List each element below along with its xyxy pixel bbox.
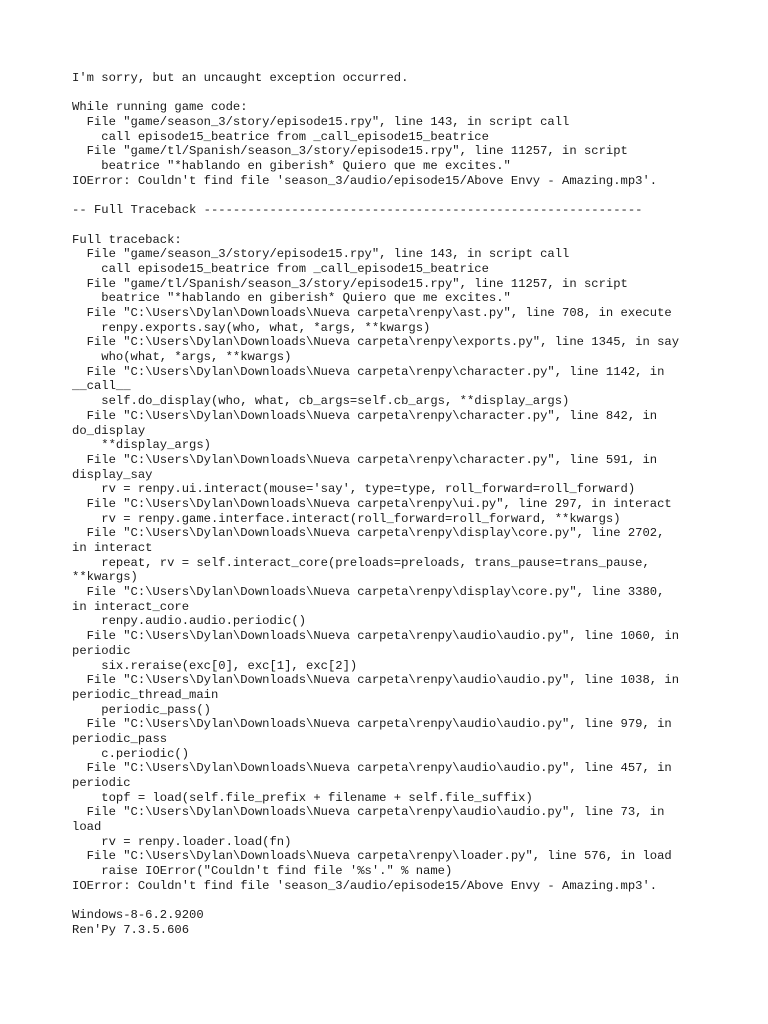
text-line: call episode15_beatrice from _call_episode15_beatrice: [72, 261, 489, 276]
text-line: rv = renpy.loader.load(fn): [72, 834, 292, 849]
text-line: File "game/season_3/story/episode15.rpy", line 143, in script call: [72, 247, 570, 262]
text-line: renpy.exports.say(who, what, *args, **kwargs): [72, 320, 431, 335]
text-line: Full traceback:: [72, 232, 182, 247]
text-line: topf = load(self.file_prefix + filename + self.file_suffix): [72, 790, 533, 805]
text-line: File "C:\Users\Dylan\Downloads\Nueva carpeta\renpy\display\core.py", line 3380,: [72, 585, 665, 600]
text-line: [72, 86, 762, 101]
text-line: beatrice "*hablando en giberish* Quiero que me excites.": [72, 159, 511, 174]
text-line: who(what, *args, **kwargs): [72, 350, 292, 365]
text-line: periodic: [72, 776, 131, 790]
text-line: display_say: [72, 467, 153, 482]
text-line: repeat, rv = self.interact_core(preloads=preloads, trans_pause=trans_pause,: [72, 555, 650, 570]
text-line: rv = renpy.ui.interact(mouse='say', type=type, roll_forward=roll_forward): [72, 482, 636, 497]
text-line: beatrice "*hablando en giberish* Quiero que me excites.": [72, 291, 511, 306]
text-line: IOError: Couldn't find file 'season_3/audio/episode15/Above Envy - Amazing.mp3'.: [72, 173, 658, 188]
text-line: File "C:\Users\Dylan\Downloads\Nueva carpeta\renpy\character.py", line 1142, in: [72, 364, 665, 379]
text-line: load: [72, 820, 102, 835]
text-line: File "game/tl/Spanish/season_3/story/episode15.rpy", line 11257, in script: [72, 144, 628, 159]
text-line: File "C:\Users\Dylan\Downloads\Nueva carpeta\renpy\audio\audio.py", line 73, in: [72, 805, 665, 820]
text-line: do_display: [72, 423, 146, 438]
text-line: in interact: [72, 541, 153, 555]
text-line: File "C:\Users\Dylan\Downloads\Nueva carpeta\renpy\ui.py", line 297, in interact: [72, 496, 672, 511]
text-line: File "C:\Users\Dylan\Downloads\Nueva carpeta\renpy\exports.py", line 1345, in say: [72, 335, 680, 350]
text-line: c.periodic(): [72, 746, 190, 761]
text-line: File "C:\Users\Dylan\Downloads\Nueva carpeta\renpy\ast.py", line 708, in execute: [72, 306, 672, 320]
text-line: __call__: [72, 379, 131, 394]
text-line: periodic_thread_main: [72, 687, 219, 702]
text-line: While running game code:: [72, 100, 248, 115]
text-line: File "C:\Users\Dylan\Downloads\Nueva carpeta\renpy\loader.py", line 576, in load: [72, 849, 672, 864]
text-line: six.reraise(exc[0], exc[1], exc[2]): [72, 658, 358, 673]
text-line: [72, 894, 762, 909]
text-line: File "C:\Users\Dylan\Downloads\Nueva carpeta\renpy\audio\audio.py", line 1038, in: [72, 673, 680, 688]
text-line: renpy.audio.audio.periodic(): [72, 614, 307, 629]
text-line: raise IOError("Couldn't find file '%s'." % name): [72, 864, 453, 879]
text-line: Windows-8-6.2.9200: [72, 908, 204, 923]
text-line: [72, 189, 762, 204]
text-line: self.do_display(who, what, cb_args=self.cb_args, **display_args): [72, 394, 570, 409]
text-line: File "C:\Users\Dylan\Downloads\Nueva carpeta\renpy\audio\audio.py", line 1060, in: [72, 629, 680, 644]
text-line: IOError: Couldn't find file 'season_3/audio/episode15/Above Envy - Amazing.mp3'.: [72, 878, 658, 893]
text-line: [72, 218, 762, 233]
text-line: File "game/tl/Spanish/season_3/story/episode15.rpy", line 11257, in script: [72, 276, 628, 291]
text-line: -- Full Traceback ------------------------------------------------------------: [72, 203, 643, 218]
text-line: periodic_pass(): [72, 702, 211, 717]
traceback-document: [72, 71, 762, 938]
text-line: File "C:\Users\Dylan\Downloads\Nueva carpeta\renpy\character.py", line 591, in: [72, 452, 658, 467]
text-line: File "C:\Users\Dylan\Downloads\Nueva carpeta\renpy\character.py", line 842, in: [72, 408, 658, 423]
text-line: **kwargs): [72, 570, 138, 585]
text-line: I'm sorry, but an uncaught exception occurred.: [72, 71, 409, 85]
text-line: File "C:\Users\Dylan\Downloads\Nueva carpeta\renpy\audio\audio.py", line 457, in: [72, 761, 672, 776]
text-line: periodic: [72, 643, 131, 658]
text-line: File "C:\Users\Dylan\Downloads\Nueva carpeta\renpy\audio\audio.py", line 979, in: [72, 717, 672, 732]
text-line: **display_args): [72, 438, 211, 453]
text-line: File "C:\Users\Dylan\Downloads\Nueva carpeta\renpy\display\core.py", line 2702,: [72, 526, 665, 541]
text-line: in interact_core: [72, 599, 190, 614]
text-line: Ren'Py 7.3.5.606: [72, 922, 190, 937]
text-line: File "game/season_3/story/episode15.rpy", line 143, in script call: [72, 115, 570, 130]
text-line: periodic_pass: [72, 731, 168, 746]
text-line: call episode15_beatrice from _call_episode15_beatrice: [72, 129, 489, 144]
text-line: rv = renpy.game.interface.interact(roll_forward=roll_forward, **kwargs): [72, 511, 621, 526]
